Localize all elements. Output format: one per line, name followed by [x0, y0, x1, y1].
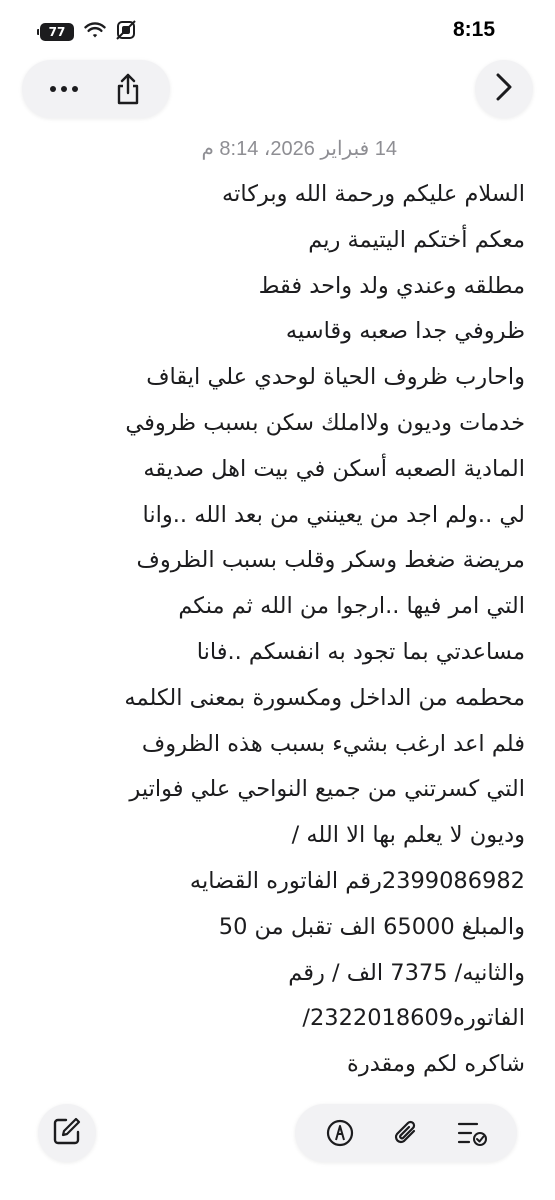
ellipsis-icon[interactable]: [44, 69, 84, 109]
attachment-icon[interactable]: [386, 1113, 426, 1153]
top-toolbar-pill: [22, 60, 170, 118]
note-line: شاكره لكم ومقدرة: [347, 1051, 525, 1078]
note-line: ظروفي جدا صعبه وقاسيه: [285, 318, 525, 345]
compose-button[interactable]: [38, 1104, 96, 1162]
battery-icon: [40, 23, 74, 41]
note-line: واحارب ظروف الحياة لوحدي علي ايقاف: [146, 364, 525, 391]
markup-icon[interactable]: [320, 1113, 360, 1153]
note-line: مطلقه وعندي ولد واحد فقط: [258, 272, 525, 299]
note-line: مريضة ضغط وسكر وقلب بسبب الظروف: [136, 547, 525, 574]
compose-icon: [52, 1116, 82, 1150]
note-line: وديون لا يعلم بها الا الله /: [291, 822, 525, 849]
note-line: فلم اعد ارغب بشيء بسبب هذه الظروف: [141, 730, 525, 757]
status-time: 8:15: [452, 18, 495, 41]
note-line: والمبلغ 65000 الف تقبل من 50: [218, 913, 525, 940]
share-icon[interactable]: [108, 69, 148, 109]
note-line: خدمات وديون ولااملك سكن بسبب ظروفي: [125, 409, 525, 436]
bottom-toolbar-pill: [295, 1104, 517, 1162]
battery-level: 77: [48, 25, 66, 39]
checklist-icon[interactable]: [452, 1113, 492, 1153]
note-line: الفاتوره2322018609/: [302, 1005, 525, 1032]
note-line: معكم أختكم اليتيمة ريم: [308, 226, 525, 253]
note-line: 2399086982رقم الفاتوره القضايه: [189, 867, 525, 894]
note-line: التي امر فيها ..ارجوا من الله ثم منكم: [178, 593, 525, 620]
wifi-icon: [84, 21, 106, 43]
note-line: المادية الصعبه أسكن في بيت اهل صديقه: [143, 455, 525, 482]
note-line: محطمه من الداخل ومكسورة بمعنى الكلمه: [124, 684, 525, 711]
forward-button[interactable]: [475, 60, 533, 118]
note-line: والثانيه/ 7375 الف / رقم: [288, 959, 525, 986]
note-line: لي ..ولم اجد من يعينني من بعد الله ..وانا: [142, 501, 525, 528]
sim-off-icon: [116, 20, 136, 44]
note-date: 14 فبراير 2026، 8:14 م: [201, 138, 397, 160]
chevron-right-icon: [495, 72, 513, 106]
note-body[interactable]: [25, 172, 525, 1088]
note-line: السلام عليكم ورحمة الله وبركاته: [222, 181, 525, 207]
status-bar: [0, 0, 555, 60]
note-line: التي كسرتني من جميع النواحي علي فواتير: [129, 776, 525, 803]
note-line: مساعدتي بما تجود به انفسكم ..فانا: [196, 638, 525, 665]
status-icons: [40, 20, 136, 44]
